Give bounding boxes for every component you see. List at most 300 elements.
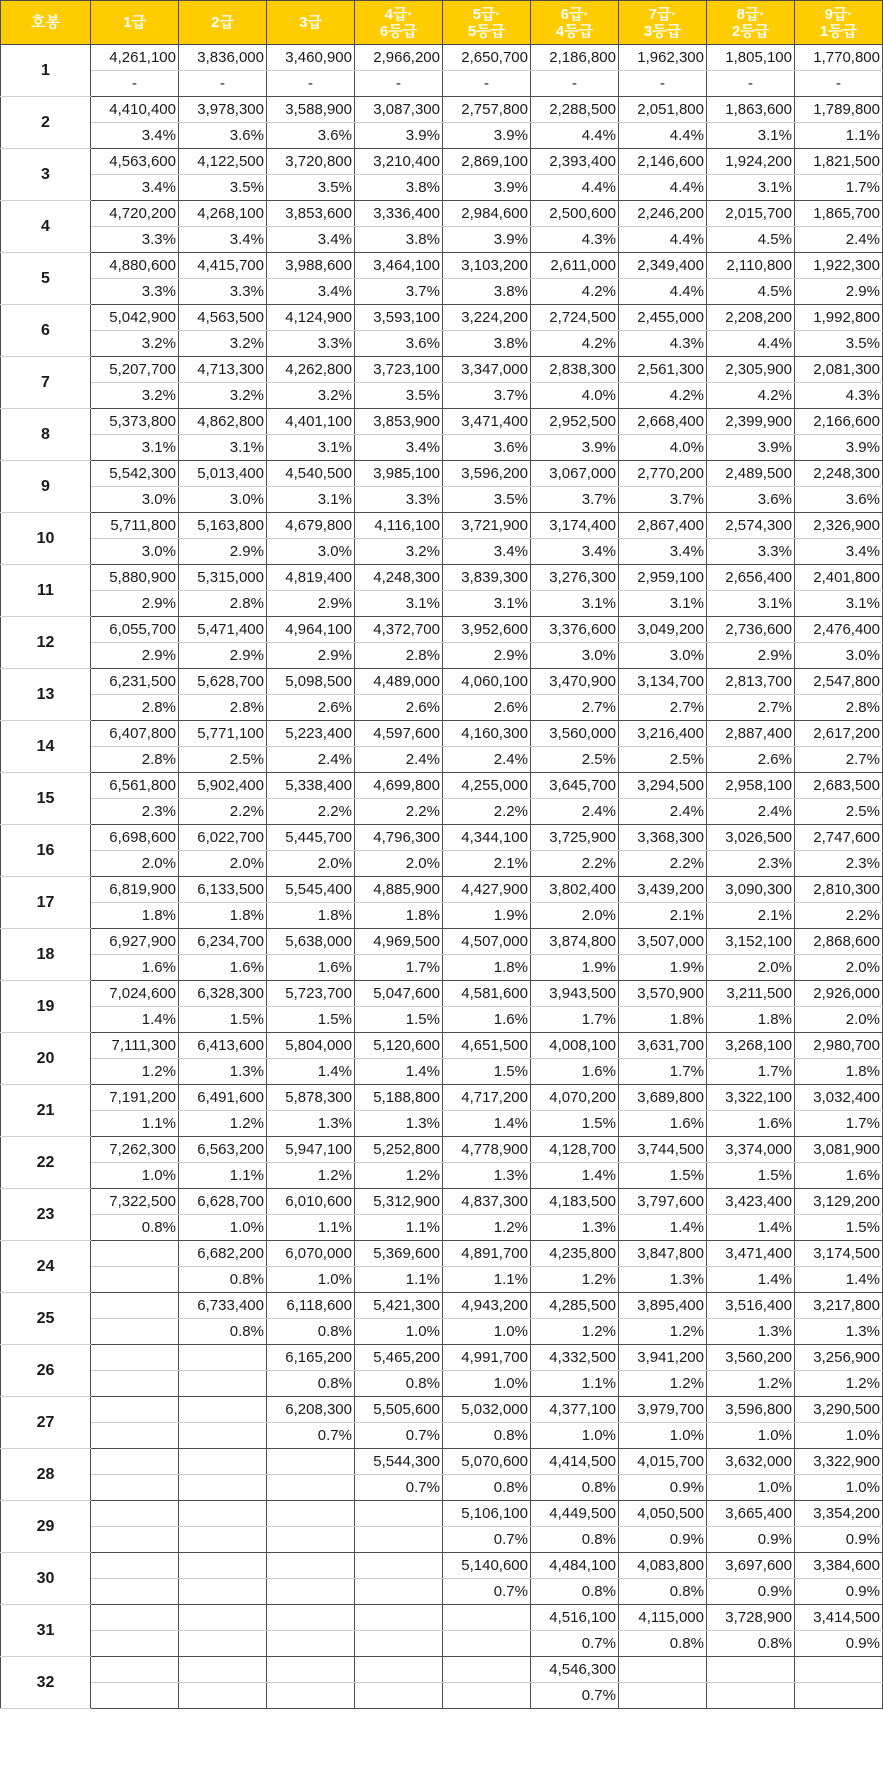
rate-cell: 2.4% [707, 799, 795, 825]
rate-cell [707, 1683, 795, 1709]
amount-cell: 6,407,800 [91, 721, 179, 747]
header-cell-g5 [443, 1, 531, 45]
amount-cell: 4,116,100 [355, 513, 443, 539]
amount-cell: 1,924,200 [707, 149, 795, 175]
amount-cell: 6,022,700 [179, 825, 267, 851]
table-row-amount [1, 1553, 883, 1579]
rate-cell: - [443, 71, 531, 97]
rate-cell: - [707, 71, 795, 97]
amount-cell: 3,276,300 [531, 565, 619, 591]
rate-cell [91, 1579, 179, 1605]
rate-cell: 1.2% [179, 1111, 267, 1137]
rate-cell: 1.4% [91, 1007, 179, 1033]
rate-cell [179, 1475, 267, 1501]
header-cell-g4 [355, 1, 443, 45]
amount-cell: 2,838,300 [531, 357, 619, 383]
rate-cell [91, 1267, 179, 1293]
table-row-rate [1, 175, 883, 201]
rate-cell: 0.9% [619, 1475, 707, 1501]
rate-cell [267, 1527, 355, 1553]
rate-cell: 1.0% [619, 1423, 707, 1449]
rate-cell: 1.1% [91, 1111, 179, 1137]
rate-cell: 1.3% [707, 1319, 795, 1345]
amount-cell: 4,713,300 [179, 357, 267, 383]
rate-cell: - [91, 71, 179, 97]
table-row-rate [1, 331, 883, 357]
rate-cell: 3.3% [91, 279, 179, 305]
rate-cell: 4.2% [707, 383, 795, 409]
step-cell: 5 [1, 253, 91, 305]
rate-cell: 4.4% [619, 123, 707, 149]
rate-cell: 1.2% [619, 1319, 707, 1345]
amount-cell: 3,152,100 [707, 929, 795, 955]
rate-cell: 3.1% [795, 591, 883, 617]
amount-cell: 6,563,200 [179, 1137, 267, 1163]
rate-cell: 1.7% [707, 1059, 795, 1085]
rate-cell: 4.3% [619, 331, 707, 357]
rate-cell: 1.9% [619, 955, 707, 981]
step-cell: 20 [1, 1033, 91, 1085]
amount-cell: 3,665,400 [707, 1501, 795, 1527]
amount-cell: 3,570,900 [619, 981, 707, 1007]
amount-cell: 3,979,700 [619, 1397, 707, 1423]
amount-cell: 4,563,600 [91, 149, 179, 175]
amount-cell: 6,733,400 [179, 1293, 267, 1319]
rate-cell: 2.9% [179, 539, 267, 565]
amount-cell [267, 1553, 355, 1579]
rate-cell: 3.0% [91, 539, 179, 565]
table-row-amount [1, 253, 883, 279]
table-row-rate [1, 1007, 883, 1033]
rate-cell: 2.9% [707, 643, 795, 669]
step-cell: 21 [1, 1085, 91, 1137]
rate-cell: 1.0% [795, 1423, 883, 1449]
rate-cell: 1.5% [179, 1007, 267, 1033]
rate-cell: 1.6% [443, 1007, 531, 1033]
amount-cell: 3,988,600 [267, 253, 355, 279]
amount-cell: 3,347,000 [443, 357, 531, 383]
amount-cell: 7,111,300 [91, 1033, 179, 1059]
amount-cell: 6,070,000 [267, 1241, 355, 1267]
rate-cell: 1.3% [179, 1059, 267, 1085]
rate-cell: 0.9% [795, 1631, 883, 1657]
step-cell: 31 [1, 1605, 91, 1657]
amount-cell: 1,992,800 [795, 305, 883, 331]
rate-cell: 3.5% [179, 175, 267, 201]
amount-cell: 6,010,600 [267, 1189, 355, 1215]
header-label: 4등급 [555, 22, 594, 40]
amount-cell: 2,959,100 [619, 565, 707, 591]
amount-cell: 5,338,400 [267, 773, 355, 799]
rate-cell: 2.2% [179, 799, 267, 825]
header-cell-g1 [91, 1, 179, 45]
amount-cell: 7,322,500 [91, 1189, 179, 1215]
rate-cell: 3.9% [707, 435, 795, 461]
rate-cell [443, 1631, 531, 1657]
amount-cell: 5,369,600 [355, 1241, 443, 1267]
table-row-rate [1, 1215, 883, 1241]
rate-cell: 1.8% [355, 903, 443, 929]
rate-cell: 4.0% [619, 435, 707, 461]
amount-cell: 3,697,600 [707, 1553, 795, 1579]
table-row-rate [1, 383, 883, 409]
amount-cell: 2,668,400 [619, 409, 707, 435]
rate-cell [91, 1371, 179, 1397]
step-cell: 10 [1, 513, 91, 565]
step-cell: 1 [1, 45, 91, 97]
amount-cell: 4,699,800 [355, 773, 443, 799]
amount-cell: 5,120,600 [355, 1033, 443, 1059]
amount-cell: 4,484,100 [531, 1553, 619, 1579]
amount-cell: 2,757,800 [443, 97, 531, 123]
amount-cell: 5,047,600 [355, 981, 443, 1007]
rate-cell: 3.6% [443, 435, 531, 461]
table-row-rate [1, 747, 883, 773]
rate-cell: 3.3% [355, 487, 443, 513]
step-cell: 4 [1, 201, 91, 253]
rate-cell [355, 1631, 443, 1657]
table-row-rate [1, 435, 883, 461]
amount-cell: 3,593,100 [355, 305, 443, 331]
rate-cell: 1.3% [267, 1111, 355, 1137]
rate-cell: 1.7% [531, 1007, 619, 1033]
table-row-amount [1, 1293, 883, 1319]
amount-cell: 5,771,100 [179, 721, 267, 747]
amount-cell: 4,489,000 [355, 669, 443, 695]
amount-cell: 4,597,600 [355, 721, 443, 747]
rate-cell: 1.4% [531, 1163, 619, 1189]
amount-cell: 6,055,700 [91, 617, 179, 643]
rate-cell: 0.7% [355, 1475, 443, 1501]
amount-cell: 2,166,600 [795, 409, 883, 435]
rate-cell: 3.4% [531, 539, 619, 565]
amount-cell: 4,401,100 [267, 409, 355, 435]
amount-cell: 3,471,400 [707, 1241, 795, 1267]
step-cell: 28 [1, 1449, 91, 1501]
amount-cell: 5,312,900 [355, 1189, 443, 1215]
rate-cell: 2.1% [443, 851, 531, 877]
rate-cell: 3.6% [179, 123, 267, 149]
amount-cell: 3,802,400 [531, 877, 619, 903]
rate-cell: 1.2% [531, 1319, 619, 1345]
rate-cell: 2.4% [795, 227, 883, 253]
rate-cell: 0.8% [619, 1579, 707, 1605]
amount-cell [443, 1605, 531, 1631]
amount-cell: 6,118,600 [267, 1293, 355, 1319]
amount-cell: 5,445,700 [267, 825, 355, 851]
amount-cell [179, 1605, 267, 1631]
rate-cell: 1.1% [267, 1215, 355, 1241]
rate-cell: 3.7% [619, 487, 707, 513]
amount-cell: 4,964,100 [267, 617, 355, 643]
rate-cell: 3.4% [267, 279, 355, 305]
amount-cell [795, 1657, 883, 1683]
rate-cell: 1.0% [355, 1319, 443, 1345]
header-label: 5급· [472, 5, 501, 23]
step-cell: 18 [1, 929, 91, 981]
rate-cell: 1.2% [795, 1371, 883, 1397]
table-row-rate [1, 539, 883, 565]
rate-cell [355, 1579, 443, 1605]
table-row-amount [1, 1397, 883, 1423]
rate-cell [91, 1527, 179, 1553]
rate-cell: 2.6% [355, 695, 443, 721]
header-label: 1등급 [819, 22, 858, 40]
rate-cell: 1.6% [795, 1163, 883, 1189]
rate-cell [91, 1631, 179, 1657]
rate-cell: 3.1% [267, 487, 355, 513]
amount-cell: 3,853,900 [355, 409, 443, 435]
amount-cell: 2,081,300 [795, 357, 883, 383]
amount-cell: 6,133,500 [179, 877, 267, 903]
step-cell: 26 [1, 1345, 91, 1397]
rate-cell: 3.9% [531, 435, 619, 461]
amount-cell: 2,926,000 [795, 981, 883, 1007]
amount-cell: 4,943,200 [443, 1293, 531, 1319]
rate-cell: 4.5% [707, 279, 795, 305]
amount-cell: 5,013,400 [179, 461, 267, 487]
rate-cell: 1.5% [355, 1007, 443, 1033]
amount-cell: 1,863,600 [707, 97, 795, 123]
header-label: 9급· [824, 5, 853, 23]
amount-cell: 4,862,800 [179, 409, 267, 435]
header-label: 6급· [560, 5, 589, 23]
header-label: 6등급 [379, 22, 418, 40]
amount-cell: 1,805,100 [707, 45, 795, 71]
amount-cell: 3,943,500 [531, 981, 619, 1007]
table-row-rate [1, 1319, 883, 1345]
amount-cell [91, 1449, 179, 1475]
rate-cell: 3.0% [619, 643, 707, 669]
amount-cell: 4,122,500 [179, 149, 267, 175]
rate-cell: 3.7% [443, 383, 531, 409]
header-label: 8급· [736, 5, 765, 23]
amount-cell: 2,869,100 [443, 149, 531, 175]
amount-cell: 6,628,700 [179, 1189, 267, 1215]
amount-cell: 2,401,800 [795, 565, 883, 591]
rate-cell: 1.8% [707, 1007, 795, 1033]
rate-cell: 1.7% [619, 1059, 707, 1085]
rate-cell: 1.2% [267, 1163, 355, 1189]
rate-cell [267, 1475, 355, 1501]
amount-cell: 3,725,900 [531, 825, 619, 851]
rate-cell: 3.8% [443, 279, 531, 305]
amount-cell: 5,207,700 [91, 357, 179, 383]
rate-cell [795, 1683, 883, 1709]
rate-cell: 0.8% [267, 1371, 355, 1397]
amount-cell: 5,947,100 [267, 1137, 355, 1163]
amount-cell: 3,217,800 [795, 1293, 883, 1319]
rate-cell: 2.5% [795, 799, 883, 825]
amount-cell: 4,563,500 [179, 305, 267, 331]
amount-cell: 4,414,500 [531, 1449, 619, 1475]
amount-cell: 4,449,500 [531, 1501, 619, 1527]
amount-cell: 4,115,000 [619, 1605, 707, 1631]
rate-cell: 1.3% [795, 1319, 883, 1345]
rate-cell: 3.0% [179, 487, 267, 513]
rate-cell: 0.9% [707, 1527, 795, 1553]
amount-cell: 2,326,900 [795, 513, 883, 539]
amount-cell: 5,140,600 [443, 1553, 531, 1579]
amount-cell: 4,778,900 [443, 1137, 531, 1163]
amount-cell: 2,186,800 [531, 45, 619, 71]
rate-cell: 2.8% [91, 747, 179, 773]
amount-cell: 5,880,900 [91, 565, 179, 591]
amount-cell: 3,032,400 [795, 1085, 883, 1111]
table-row-rate [1, 643, 883, 669]
rate-cell: 2.8% [795, 695, 883, 721]
amount-cell: 3,460,900 [267, 45, 355, 71]
amount-cell: 3,645,700 [531, 773, 619, 799]
table-row-rate [1, 1631, 883, 1657]
header-cell-g2 [179, 1, 267, 45]
rate-cell: 0.7% [443, 1527, 531, 1553]
amount-cell [707, 1657, 795, 1683]
amount-cell: 6,698,600 [91, 825, 179, 851]
amount-cell [179, 1501, 267, 1527]
table-row-amount [1, 929, 883, 955]
step-cell: 22 [1, 1137, 91, 1189]
step-cell: 27 [1, 1397, 91, 1449]
amount-cell: 3,129,200 [795, 1189, 883, 1215]
rate-cell: 4.2% [531, 279, 619, 305]
rate-cell: 2.2% [531, 851, 619, 877]
amount-cell: 4,540,500 [267, 461, 355, 487]
table-row-rate [1, 1527, 883, 1553]
amount-cell: 3,211,500 [707, 981, 795, 1007]
step-cell: 19 [1, 981, 91, 1033]
amount-cell: 2,770,200 [619, 461, 707, 487]
rate-cell [179, 1371, 267, 1397]
step-cell: 2 [1, 97, 91, 149]
table-row-rate [1, 1267, 883, 1293]
rate-cell: 1.0% [531, 1423, 619, 1449]
rate-cell: 0.8% [531, 1527, 619, 1553]
amount-cell [179, 1553, 267, 1579]
amount-cell: 4,372,700 [355, 617, 443, 643]
amount-cell [179, 1449, 267, 1475]
table-header [1, 1, 883, 45]
header-label: 7급· [648, 5, 677, 23]
rate-cell: 4.3% [531, 227, 619, 253]
rate-cell [179, 1579, 267, 1605]
rate-cell: 2.0% [91, 851, 179, 877]
header-label: 3등급 [643, 22, 682, 40]
amount-cell: 5,465,200 [355, 1345, 443, 1371]
rate-cell: 2.6% [267, 695, 355, 721]
table-row-amount [1, 149, 883, 175]
table-row-amount [1, 461, 883, 487]
table-row-amount [1, 565, 883, 591]
amount-cell: 3,941,200 [619, 1345, 707, 1371]
rate-cell: 1.5% [267, 1007, 355, 1033]
table-row-amount [1, 1605, 883, 1631]
amount-cell: 2,958,100 [707, 773, 795, 799]
amount-cell: 3,134,700 [619, 669, 707, 695]
header-label: 5등급 [467, 22, 506, 40]
rate-cell: 3.2% [355, 539, 443, 565]
rate-cell: 1.6% [707, 1111, 795, 1137]
rate-cell: 3.4% [91, 123, 179, 149]
amount-cell: 4,060,100 [443, 669, 531, 695]
rate-cell: 1.9% [531, 955, 619, 981]
rate-cell: 3.0% [267, 539, 355, 565]
amount-cell: 4,969,500 [355, 929, 443, 955]
rate-cell: 4.3% [795, 383, 883, 409]
amount-cell [91, 1553, 179, 1579]
amount-cell: 3,560,000 [531, 721, 619, 747]
table-row-amount [1, 513, 883, 539]
amount-cell: 2,399,900 [707, 409, 795, 435]
rate-cell: 0.8% [179, 1267, 267, 1293]
amount-cell: 3,384,600 [795, 1553, 883, 1579]
header-label: 1급 [123, 14, 146, 31]
amount-cell: 2,574,300 [707, 513, 795, 539]
rate-cell [91, 1475, 179, 1501]
rate-cell: 1.1% [179, 1163, 267, 1189]
amount-cell: 3,952,600 [443, 617, 531, 643]
amount-cell: 2,813,700 [707, 669, 795, 695]
table-row-amount [1, 773, 883, 799]
rate-cell: 2.0% [795, 1007, 883, 1033]
table-row-amount [1, 45, 883, 71]
rate-cell: 3.6% [795, 487, 883, 513]
rate-cell: 3.9% [443, 123, 531, 149]
rate-cell: 3.5% [355, 383, 443, 409]
amount-cell [267, 1501, 355, 1527]
rate-cell: 2.3% [795, 851, 883, 877]
amount-cell: 3,374,000 [707, 1137, 795, 1163]
table-row-amount [1, 1345, 883, 1371]
amount-cell: 3,721,900 [443, 513, 531, 539]
rate-cell: 1.7% [795, 175, 883, 201]
amount-cell: 6,927,900 [91, 929, 179, 955]
amount-cell: 3,797,600 [619, 1189, 707, 1215]
rate-cell: 3.1% [179, 435, 267, 461]
rate-cell: 0.8% [91, 1215, 179, 1241]
rate-cell: 2.9% [267, 643, 355, 669]
rate-cell: 3.3% [267, 331, 355, 357]
amount-cell: 5,098,500 [267, 669, 355, 695]
rate-cell: 0.7% [531, 1683, 619, 1709]
amount-cell: 2,650,700 [443, 45, 531, 71]
amount-cell: 5,421,300 [355, 1293, 443, 1319]
amount-cell: 4,128,700 [531, 1137, 619, 1163]
amount-cell: 3,216,400 [619, 721, 707, 747]
rate-cell: 2.0% [531, 903, 619, 929]
amount-cell: 3,439,200 [619, 877, 707, 903]
table-row-rate [1, 1163, 883, 1189]
rate-cell: 0.8% [531, 1475, 619, 1501]
rate-cell [91, 1423, 179, 1449]
table-row-rate [1, 1059, 883, 1085]
rate-cell: 1.3% [619, 1267, 707, 1293]
rate-cell: - [179, 71, 267, 97]
amount-cell: 3,336,400 [355, 201, 443, 227]
amount-cell: 7,191,200 [91, 1085, 179, 1111]
amount-cell: 3,087,300 [355, 97, 443, 123]
table-row-amount [1, 721, 883, 747]
rate-cell: 1.0% [91, 1163, 179, 1189]
rate-cell: 1.1% [443, 1267, 531, 1293]
rate-cell: 0.7% [355, 1423, 443, 1449]
table-row-amount [1, 1085, 883, 1111]
rate-cell: 0.9% [619, 1527, 707, 1553]
amount-cell: 3,895,400 [619, 1293, 707, 1319]
rate-cell: 1.6% [91, 955, 179, 981]
amount-cell: 7,024,600 [91, 981, 179, 1007]
rate-cell: 2.9% [267, 591, 355, 617]
